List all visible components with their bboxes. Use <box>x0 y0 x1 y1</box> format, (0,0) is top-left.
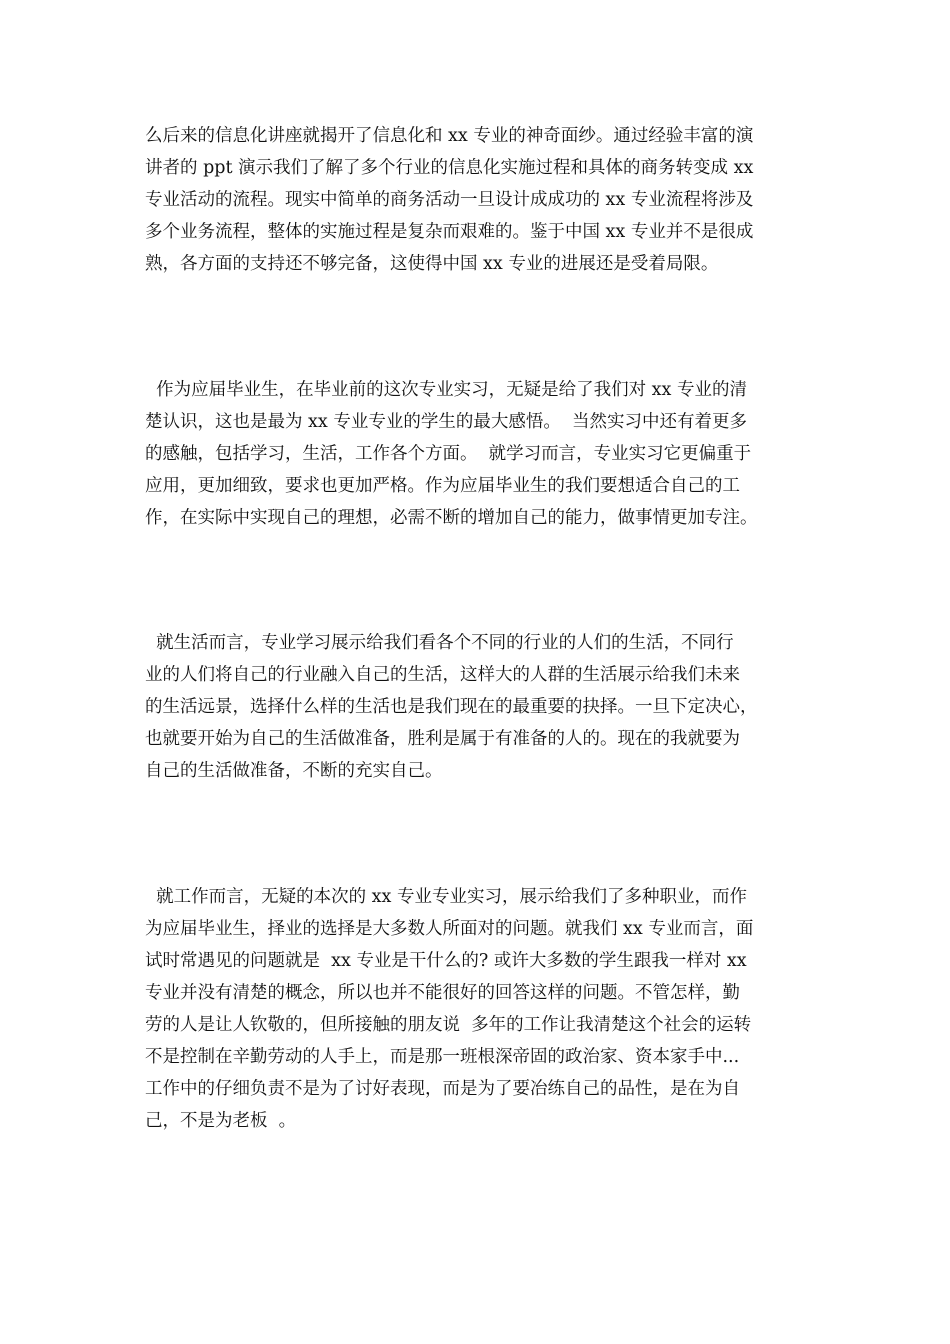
text-line: 多个业务流程，整体的实施过程是复杂而艰难的。鉴于中国 xx 专业并不是很成 <box>145 222 754 242</box>
text-line: 不是控制在辛勤劳动的人手上，而是那一班根深帝固的政治家、资本家手中... <box>145 1047 740 1067</box>
text-line: 己，不是为老板 。 <box>145 1111 297 1131</box>
text-line: 就工作而言，无疑的本次的 xx 专业专业实习，展示给我们了多种职业，而作 <box>145 887 747 907</box>
text-line: 讲者的 ppt 演示我们了解了多个行业的信息化实施过程和具体的商务转变成 xx <box>145 158 754 178</box>
text-line: 的生活远景，选择什么样的生活也是我们现在的最重要的抉择。一旦下定决心， <box>145 697 758 717</box>
paragraph-4 <box>145 881 810 1137</box>
text-line: 也就要开始为自己的生活做准备，胜利是属于有准备的人的。现在的我就要为 <box>145 729 740 749</box>
text-line: 自己的生活做准备，不断的充实自己。 <box>145 761 443 781</box>
text-line: 试时常遇见的问题就是 xx 专业是干什么的? 或许大多数的学生跟我一样对 xx <box>145 951 747 971</box>
text-line: 工作中的仔细负责不是为了讨好表现，而是为了要冶练自己的品性，是在为自 <box>145 1079 740 1099</box>
text-line: 楚认识，这也是最为 xx 专业专业的学生的最大感悟。 当然实习中还有着更多 <box>145 412 747 432</box>
text-line: 业的人们将自己的行业融入自己的生活，这样大的人群的生活展示给我们未来 <box>145 665 740 685</box>
text-line: 的感触，包括学习，生活，工作各个方面。 就学习而言，专业实习它更偏重于 <box>145 444 752 464</box>
text-line: 应用，更加细致，要求也更加严格。作为应届毕业生的我们要想适合自己的工 <box>145 476 740 496</box>
text-line: 作为应届毕业生，在毕业前的这次专业实习，无疑是给了我们对 xx 专业的清 <box>145 380 747 400</box>
text-line: 为应届毕业生，择业的选择是大多数人所面对的问题。就我们 xx 专业而言，面 <box>145 919 754 939</box>
text-line: 作，在实际中实现自己的理想，必需不断的增加自己的能力，做事情更加专注。 <box>145 508 758 528</box>
text-line: 就生活而言，专业学习展示给我们看各个不同的行业的人们的生活，不同行 <box>145 633 734 653</box>
text-line: 熟，各方面的支持还不够完备，这使得中国 xx 专业的进展还是受着局限。 <box>145 254 719 274</box>
paragraph-3 <box>145 627 810 787</box>
text-line: 专业并没有清楚的概念，所以也并不能很好的回答这样的问题。不管怎样，勤 <box>145 983 740 1003</box>
paragraph-1 <box>145 120 810 280</box>
text-line: 专业活动的流程。现实中简单的商务活动一旦设计成成功的 xx 专业流程将涉及 <box>145 190 754 210</box>
text-line: 么后来的信息化讲座就揭开了信息化和 xx 专业的神奇面纱。通过经验丰富的演 <box>145 126 754 146</box>
text-line: 劳的人是让人钦敬的，但所接触的朋友说 多年的工作让我清楚这个社会的运转 <box>145 1015 752 1035</box>
paragraph-2 <box>145 374 810 534</box>
